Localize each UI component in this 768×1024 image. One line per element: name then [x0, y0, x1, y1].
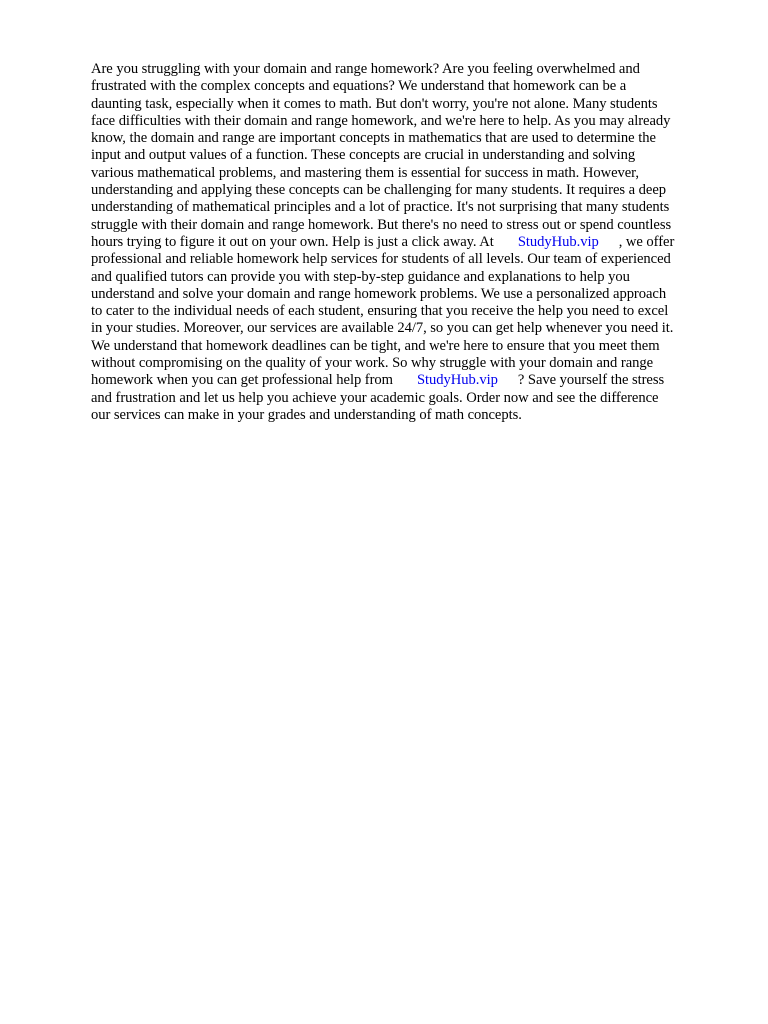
- text-line: to cater to the individual needs of each student, ensuring that you receive the help you need to excel: [91, 303, 669, 320]
- text-line: various mathematical problems, and mastering them is essential for success in math. However,: [91, 164, 640, 181]
- text-segment: homework when you can get professional help from: [91, 372, 393, 389]
- text-line: understanding and applying these concepts can be challenging for many students. It requires a deep: [91, 182, 667, 199]
- text-line: daunting task, especially when it comes to math. But don't worry, you're not alone. Many students: [91, 95, 658, 112]
- text-line: frustrated with the complex concepts and equations? We understand that homework can be a: [91, 78, 627, 95]
- text-line-with-link: [91, 234, 731, 251]
- text-line: Are you struggling with your domain and range homework? Are you feeling overwhelmed and: [91, 61, 640, 77]
- text-segment: hours trying to figure it out on your own. Help is just a click away. At: [91, 233, 494, 250]
- studyhub-link[interactable]: StudyHub.vip: [416, 372, 498, 389]
- text-line: know, the domain and range are important concepts in mathematics that are used to determine the: [91, 130, 656, 147]
- text-line-with-link: [91, 372, 731, 389]
- text-line: and qualified tutors can provide you with step-by-step guidance and explanations to help you: [91, 268, 630, 285]
- text-line: in your studies. Moreover, our services are available 24/7, so you can get help whenever you need it.: [91, 320, 674, 337]
- document-body: [91, 61, 731, 424]
- studyhub-link[interactable]: StudyHub.vip: [517, 233, 599, 250]
- text-line: without compromising on the quality of your work. So why struggle with your domain and range: [91, 355, 654, 372]
- text-line: understand and solve your domain and range homework problems. We use a personalized approach: [91, 285, 667, 302]
- text-line: our services can make in your grades and understanding of math concepts.: [91, 406, 522, 423]
- text-line: professional and reliable homework help services for students of all levels. Our team of experienced: [91, 251, 671, 268]
- text-segment: , we offer: [618, 233, 675, 250]
- text-line: input and output values of a function. These concepts are crucial in understanding and solving: [91, 147, 636, 164]
- text-line: and frustration and let us help you achieve your academic goals. Order now and see the difference: [91, 389, 659, 406]
- text-line: We understand that homework deadlines can be tight, and we're here to ensure that you meet them: [91, 337, 660, 354]
- text-line: understanding of mathematical principles and a lot of practice. It's not surprising that many students: [91, 199, 670, 216]
- text-segment: ? Save yourself the stress: [517, 372, 665, 389]
- text-line: struggle with their domain and range homework. But there's no need to stress out or spend countless: [91, 216, 672, 233]
- text-line: face difficulties with their domain and range homework, and we're here to help. As you may already: [91, 112, 671, 129]
